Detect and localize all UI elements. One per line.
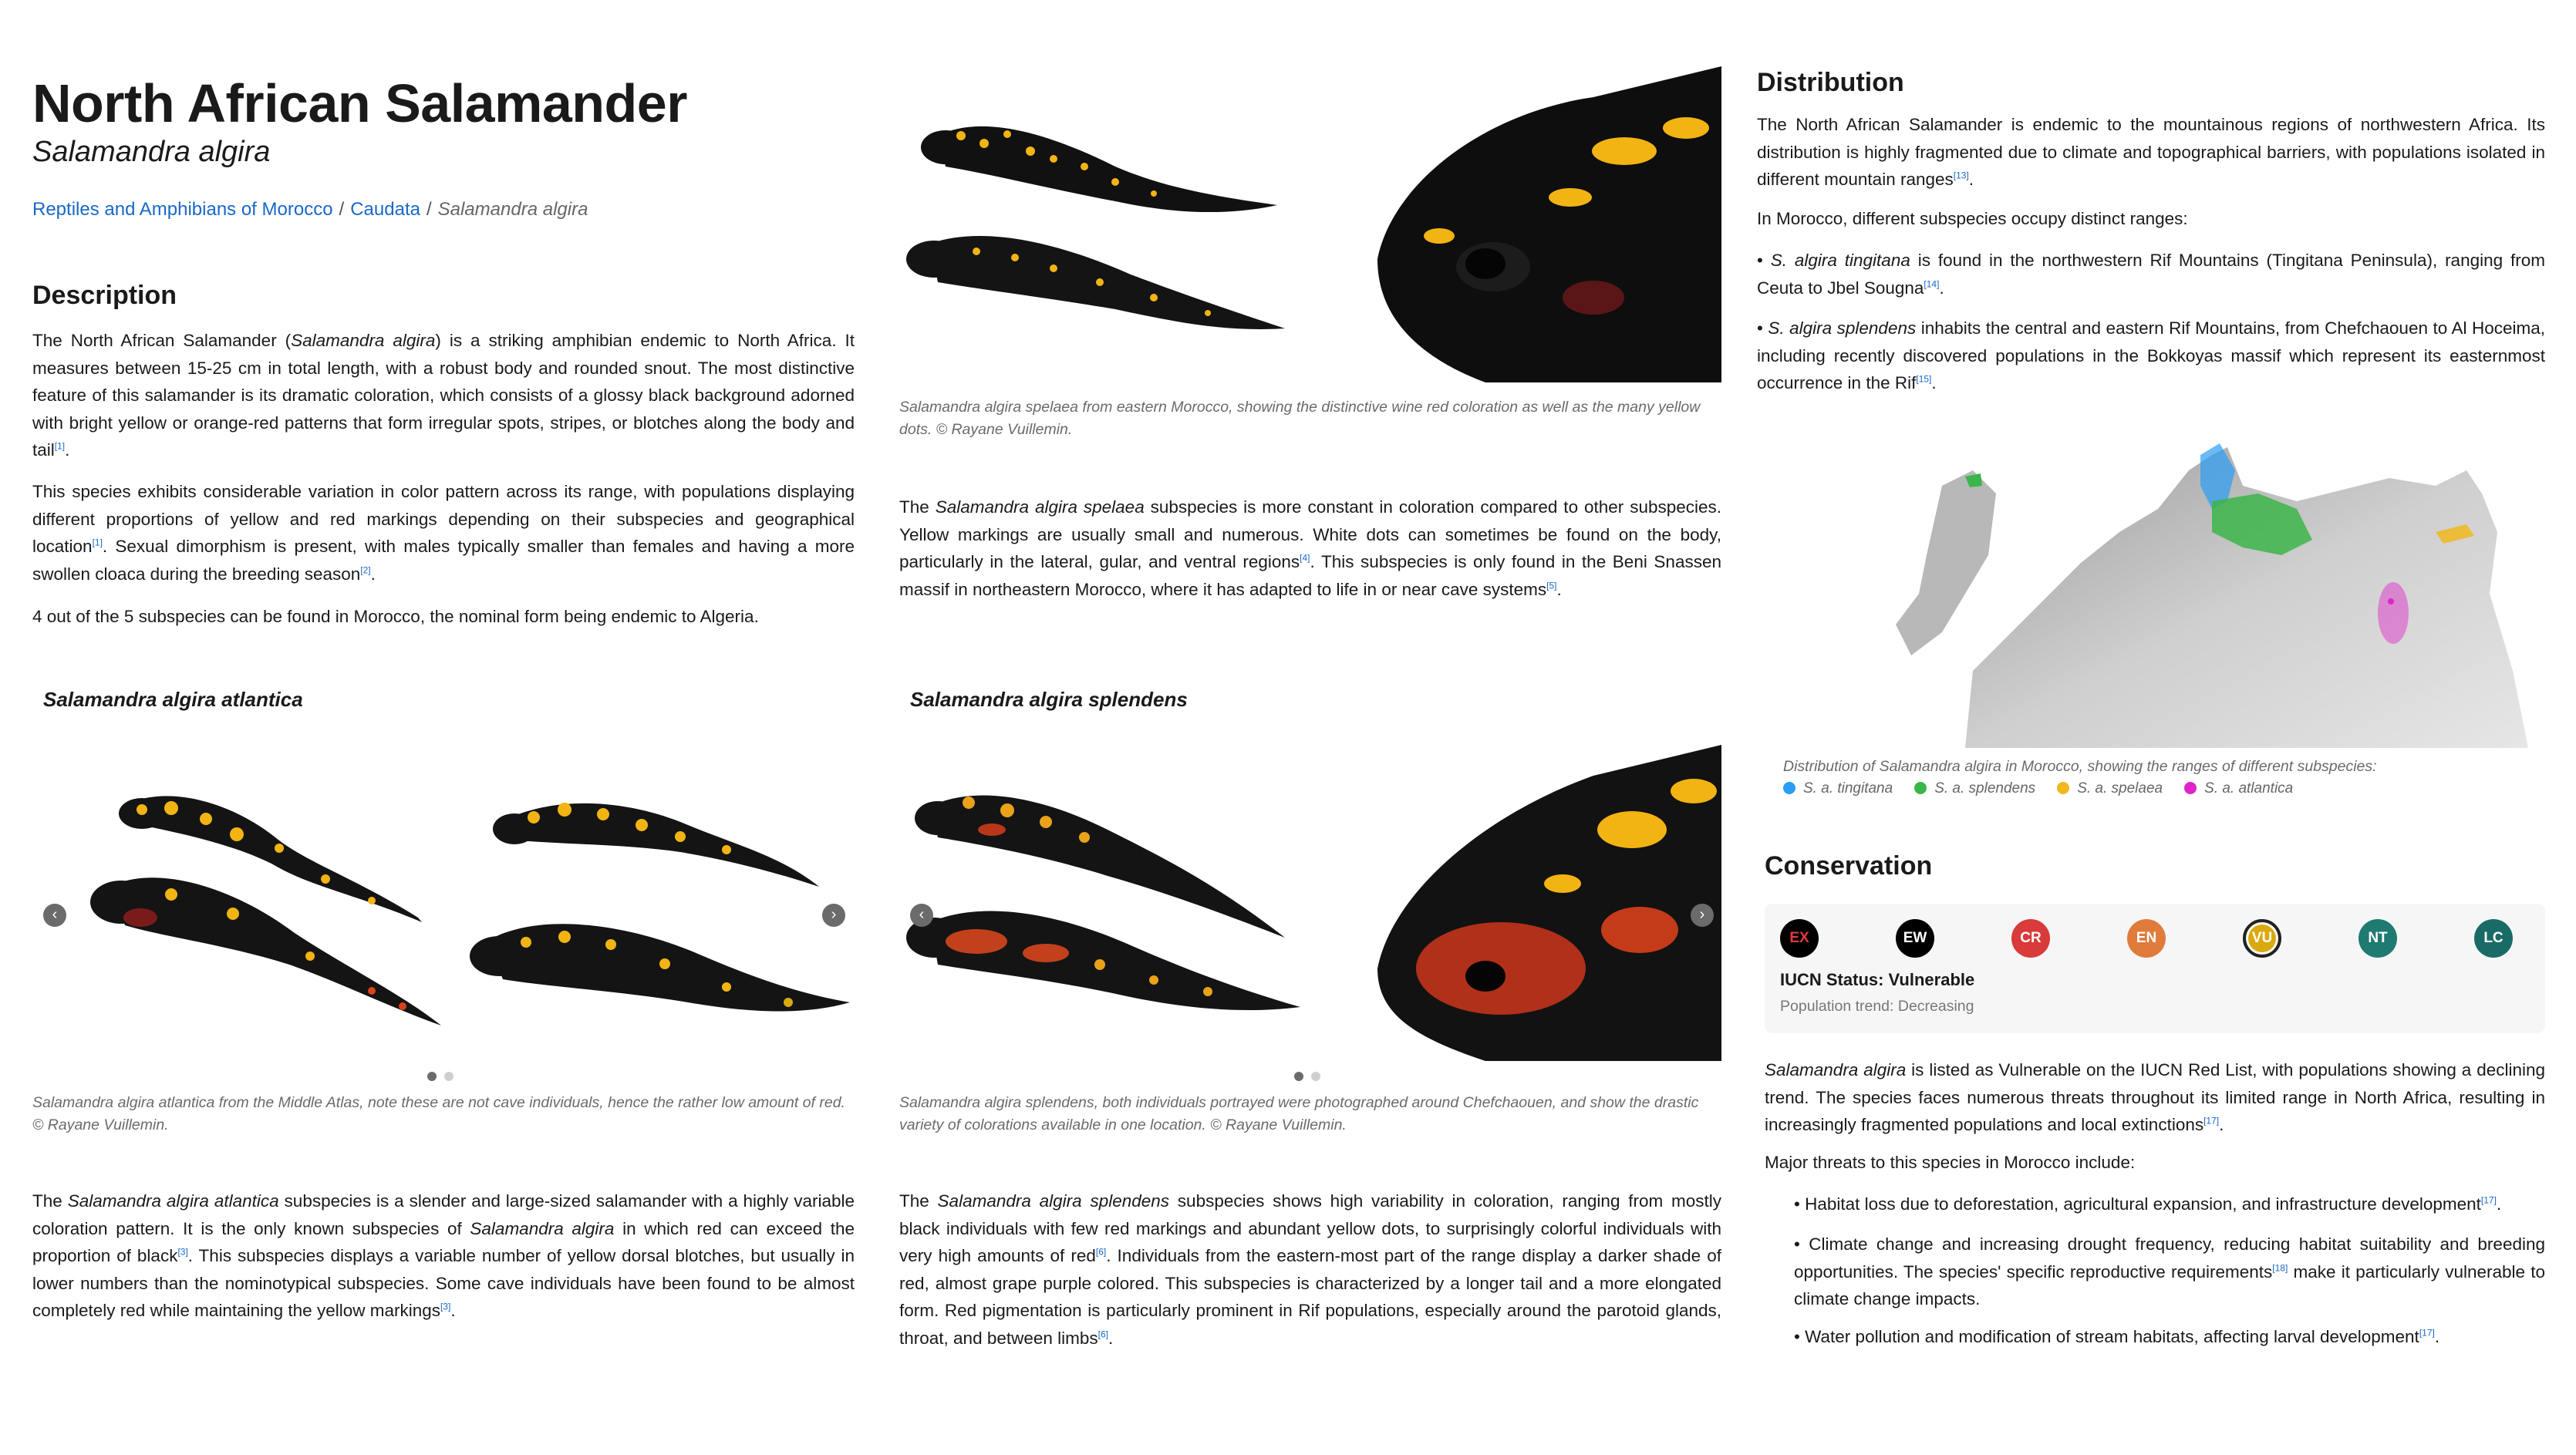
spelaea-paragraph: The Salamandra algira spelaea subspecies is more constant in coloration compared to other subspecies. Yellow markings are usually small and numerous. White dots can sometimes be found on the body, particularly in the lateral, gular, and ventral regions[4]. This subspecies is only found in the Beni Snassen massif in northeastern Morocco, where it has adapted to life in or near cave systems[5].: [899, 497, 1722, 599]
scientific-name: Salamandra algira: [32, 136, 271, 168]
spelaea-photo: [899, 66, 1721, 382]
reference-link[interactable]: [14]: [1924, 278, 1940, 289]
distribution-paragraph-1: The North African Salamander is endemic to the mountainous regions of northwestern Africa. Its distribution is highly fragmented due to climate and topographical barriers, with populations isolated in different mountain ranges[13].: [1757, 115, 2545, 189]
reference-link[interactable]: [1]: [54, 440, 66, 452]
salamander-closeup-1: [1377, 66, 1721, 382]
atlantica-paragraph: The Salamandra algira atlantica subspecies is a slender and large-sized salamander with a highly variable coloration pattern. It is the only known subspecies of Salamandra algira in which red can exceed the proportion of black[3]. This subspecies displays a variable number of yellow dorsal blotches, but usually in lower numbers than the nominotypical subspecies. Some cave individuals have been found to be almost completely red while maintaining the yellow markings[3].: [32, 1191, 855, 1320]
threat-item-habitat: • Habitat loss due to deforestation, agricultural expansion, and infrastructure development[17].: [1794, 1194, 2502, 1214]
reference-link[interactable]: [5]: [1546, 580, 1557, 591]
reference-link[interactable]: [17]: [2480, 1194, 2497, 1206]
iucn-status-label: IUCN Status: Vulnerable: [1780, 970, 1975, 989]
salamander-closeup-2: [1377, 745, 1721, 1061]
distribution-bullet-tingitana: • S. algira tingitana is found in the northwestern Rif Mountains (Tingitana Peninsula), ranging from Ceuta to Jbel Sougna[14].: [1757, 251, 2545, 298]
reference-link[interactable]: [4]: [1300, 552, 1310, 564]
salamander-photo-1: [90, 796, 441, 1026]
description-paragraph-1: The North African Salamander (Salamandra algira) is a striking amphibian endemic to North Africa. It measures between 15-25 cm in total length, with a robust body and rounded snout. The most distinctive feature of this salamander is its dramatic coloration, which consists of a glossy black background adorned with bright yellow or orange-red patterns that form irregular spots, stripes, or blotches along the body and tail[1].: [32, 331, 855, 460]
reference-link[interactable]: [13]: [1953, 170, 1969, 181]
legend-item-spelaea: S. a. spelaea: [2057, 780, 2163, 797]
reference-link[interactable]: [1]: [92, 537, 103, 548]
salamander-photo-3: [906, 126, 1285, 329]
conservation-paragraph-1: Salamandra algira is listed as Vulnerable on the IUCN Red List, with populations showing a declining trend. The species faces numerous threats throughout its limited range in North Africa, resulting in increasingly fragmented populations and local extinctions[17].: [1765, 1060, 2546, 1134]
map-range-atlantica: [2378, 582, 2409, 644]
carousel-dot[interactable]: [444, 1072, 453, 1081]
iucn-badge-ew: EW: [1896, 919, 1934, 958]
breadcrumb-link-caudata[interactable]: Caudata: [350, 199, 420, 220]
description-paragraph-2: This species exhibits considerable variation in color pattern across its range, with populations displaying different proportions of yellow and red markings depending on their subspecies and geographical location[1]. Sexual dimorphism is present, with males typically smaller than females and having a more swollen cloaca during the breeding season[2].: [32, 482, 855, 584]
distribution-paragraph-2: In Morocco, different subspecies occupy distinct ranges:: [1757, 209, 2188, 228]
distribution-bullet-splendens: • S. algira splendens inhabits the central and eastern Rif Mountains, from Chefchaouen to Al Hoceima, including recently discovered populations in the Bokkoyas massif which represent its easternmost occurrence in the Rif[15].: [1757, 318, 2545, 392]
reference-link[interactable]: [18]: [2272, 1262, 2288, 1273]
salamander-photo-2: [470, 803, 850, 1012]
map-inset-morocco: [1896, 470, 1996, 655]
threat-item-water: • Water pollution and modification of stream habitats, affecting larval development[17].: [1794, 1327, 2440, 1346]
iucn-badge-lc: LC: [2474, 919, 2513, 958]
breadcrumb: [32, 199, 588, 221]
legend-item-tingitana: S. a. tingitana: [1783, 780, 1893, 797]
carousel-dot[interactable]: [427, 1072, 437, 1081]
legend-item-atlantica: S. a. atlantica: [2184, 780, 2293, 797]
spelaea-caption: Salamandra algira spelaea from eastern Morocco, showing the distinctive wine red coloration as well as the many yellow dots. © Rayane Vuillemin.: [899, 399, 1701, 438]
breadcrumb-current: Salamandra algira: [437, 199, 588, 220]
map-caption: Distribution of Salamandra algira in Morocco, showing the ranges of different subspecies:: [1783, 758, 2377, 775]
reference-link[interactable]: [3]: [440, 1301, 451, 1312]
carousel-dot[interactable]: [1294, 1072, 1303, 1081]
reference-link[interactable]: [17]: [2203, 1115, 2220, 1127]
description-heading: Description: [32, 281, 177, 310]
reference-link[interactable]: [17]: [2419, 1327, 2435, 1339]
population-trend: Population trend: Decreasing: [1780, 998, 1974, 1015]
carousel-dots: [427, 1072, 453, 1081]
splendens-photo-carousel: [899, 745, 1721, 1061]
map-terrain: [1965, 447, 2528, 748]
carousel-prev-button[interactable]: ‹: [910, 904, 933, 927]
splendens-paragraph: The Salamandra algira splendens subspecies shows high variability in coloration, ranging from mostly black individuals with few red markings and abundant yellow dots, to surprisingly colorful individuals with very high amounts of red[6]. Individuals from the eastern-most part of the range display a darker shade of red, almost grape purple colored. This subspecies is characterized by a longer tail and a more elongated form. Red pigmentation is particularly prominent in Rif populations, especially around the parotoid glands, throat, and between limbs[6].: [899, 1191, 1722, 1348]
iucn-status-card: [1765, 904, 2545, 1033]
threat-item-climate: • Climate change and increasing drought frequency, reducing habitat suitability and breeding opportunities. The species' specific reproductive requirements[18] make it particularly vulnerable to climate change impacts.: [1794, 1234, 2545, 1308]
splendens-caption: Salamandra algira splendens, both individuals portrayed were photographed around Chefchaouen, and show the drastic variety of colorations available in one location. © Rayane Vuillemin.: [899, 1094, 1699, 1133]
breadcrumb-separator: /: [339, 199, 345, 220]
carousel-next-button[interactable]: ›: [1691, 904, 1714, 927]
iucn-badge-ex: EX: [1780, 919, 1819, 958]
reference-link[interactable]: [6]: [1095, 1246, 1107, 1258]
atlantica-photo-carousel: [79, 771, 850, 1056]
carousel-next-button[interactable]: ›: [822, 904, 845, 927]
breadcrumb-link-home[interactable]: Reptiles and Amphibians of Morocco: [32, 199, 333, 220]
map-legend: [1783, 780, 2293, 797]
carousel-dot[interactable]: [1311, 1072, 1320, 1081]
carousel-dots: [1294, 1072, 1320, 1081]
reference-link[interactable]: [2]: [360, 564, 371, 575]
breadcrumb-separator: /: [426, 199, 432, 220]
atlantica-heading: Salamandra algira atlantica: [43, 688, 303, 711]
salamander-photo-4: [906, 796, 1300, 1010]
reference-link[interactable]: [3]: [177, 1246, 188, 1258]
splendens-heading: Salamandra algira splendens: [910, 688, 1188, 711]
atlantica-caption: Salamandra algira atlantica from the Middle Atlas, note these are not cave individuals, hence the rather low amount of red. © Rayane Vuillemin.: [32, 1094, 845, 1133]
conservation-heading: Conservation: [1765, 851, 1933, 881]
reference-link[interactable]: [6]: [1097, 1329, 1108, 1339]
description-paragraph-3: 4 out of the 5 subspecies can be found in Morocco, the nominal form being endemic to Algeria.: [32, 607, 759, 626]
distribution-heading: Distribution: [1757, 68, 1904, 97]
distribution-map: [1896, 440, 2528, 756]
iucn-badge-vu-selected: VU: [2243, 919, 2281, 958]
iucn-badge-nt: NT: [2359, 919, 2397, 958]
legend-item-splendens: S. a. splendens: [1914, 780, 2035, 797]
iucn-badge-en: EN: [2127, 919, 2166, 958]
page-title: North African Salamander: [32, 73, 687, 133]
reference-link[interactable]: [15]: [1916, 373, 1932, 385]
conservation-paragraph-2: Major threats to this species in Morocco include:: [1765, 1153, 2136, 1172]
iucn-badge-cr: CR: [2011, 919, 2050, 958]
carousel-prev-button[interactable]: ‹: [43, 904, 66, 927]
